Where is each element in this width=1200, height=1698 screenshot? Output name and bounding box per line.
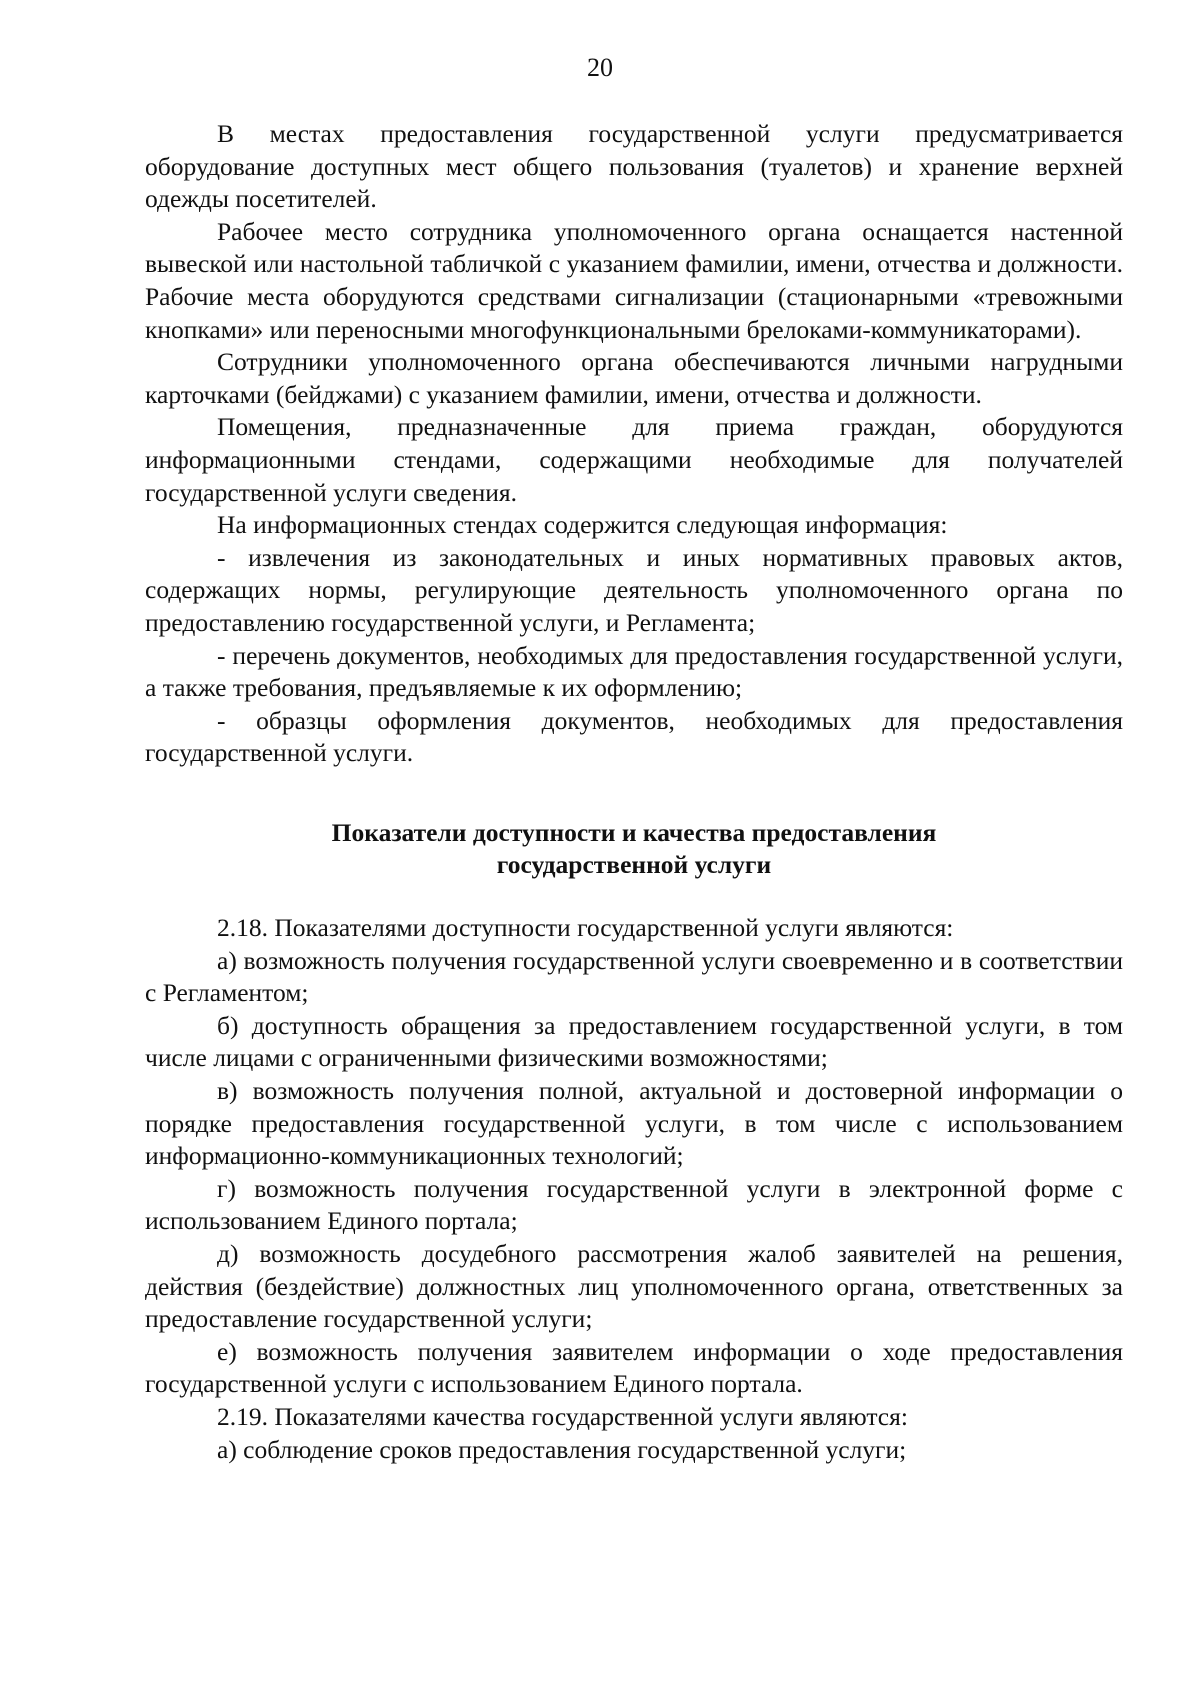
page-number: 20 <box>587 53 613 82</box>
document-body <box>145 118 1123 1466</box>
list-item: в) возможность получения полной, актуальной и достоверной информации о порядке предоставления государственной услуги, в том числе с использованием информационно-коммуникационных технологий; <box>145 1076 1123 1171</box>
list-item: е) возможность получения заявителем информации о ходе предоставления государственной услуги с использованием Единого портала. <box>145 1336 1123 1399</box>
paragraph: Рабочее место сотрудника уполномоченного органа оснащается настенной вывеской или настольной табличкой с указанием фамилии, имени, отчества и должности. Рабочие места оборудуются средствами сигнализации (стационарными «тревожными кнопками» или переносными многофункциональными брелоками-коммуникаторами). <box>145 216 1123 344</box>
paragraph: На информационных стендах содержится следующая информация: <box>217 510 948 540</box>
list-item: - образцы оформления документов, необходимых для предоставления государственной услуги. <box>145 705 1123 768</box>
paragraph: Помещения, предназначенные для приема граждан, оборудуются информационными стендами, содержащими необходимые для получателей государственной услуги сведения. <box>145 412 1123 507</box>
list-item: г) возможность получения государственной услуги в электронной форме с использованием Единого портала; <box>145 1173 1123 1236</box>
list-item: а) возможность получения государственной услуги своевременно и в соответствии с Регламентом; <box>145 945 1123 1008</box>
list-item: б) доступность обращения за предоставлением государственной услуги, в том числе лицами с ограниченными физическими возможностями; <box>145 1010 1123 1073</box>
paragraph: В местах предоставления государственной услуги предусматривается оборудование доступных мест общего пользования (туалетов) и хранение верхней одежды посетителей. <box>145 119 1123 214</box>
list-item: - перечень документов, необходимых для предоставления государственной услуги, а также требования, предъявляемые к их оформлению; <box>145 640 1123 703</box>
list-item: - извлечения из законодательных и иных нормативных правовых актов, содержащих нормы, регулирующие деятельность уполномоченного органа по предоставлению государственной услуги, и Регламента; <box>145 542 1123 637</box>
paragraph: Сотрудники уполномоченного органа обеспечиваются личными нагрудными карточками (бейджами) с указанием фамилии, имени, отчества и должности. <box>145 347 1123 409</box>
section-heading-line-2: государственной услуги <box>496 850 772 880</box>
section-heading-line-1: Показатели доступности и качества предоставления <box>331 817 937 847</box>
paragraph: 2.18. Показателями доступности государственной услуги являются: <box>217 913 954 943</box>
list-item: д) возможность досудебного рассмотрения жалоб заявителей на решения, действия (бездействие) должностных лиц уполномоченного органа, ответственных за предоставление государственной услуги; <box>145 1239 1123 1334</box>
list-item: а) соблюдение сроков предоставления государственной услуги; <box>217 1434 907 1464</box>
section-heading <box>145 817 1123 882</box>
paragraph: 2.19. Показателями качества государственной услуги являются: <box>217 1401 908 1431</box>
